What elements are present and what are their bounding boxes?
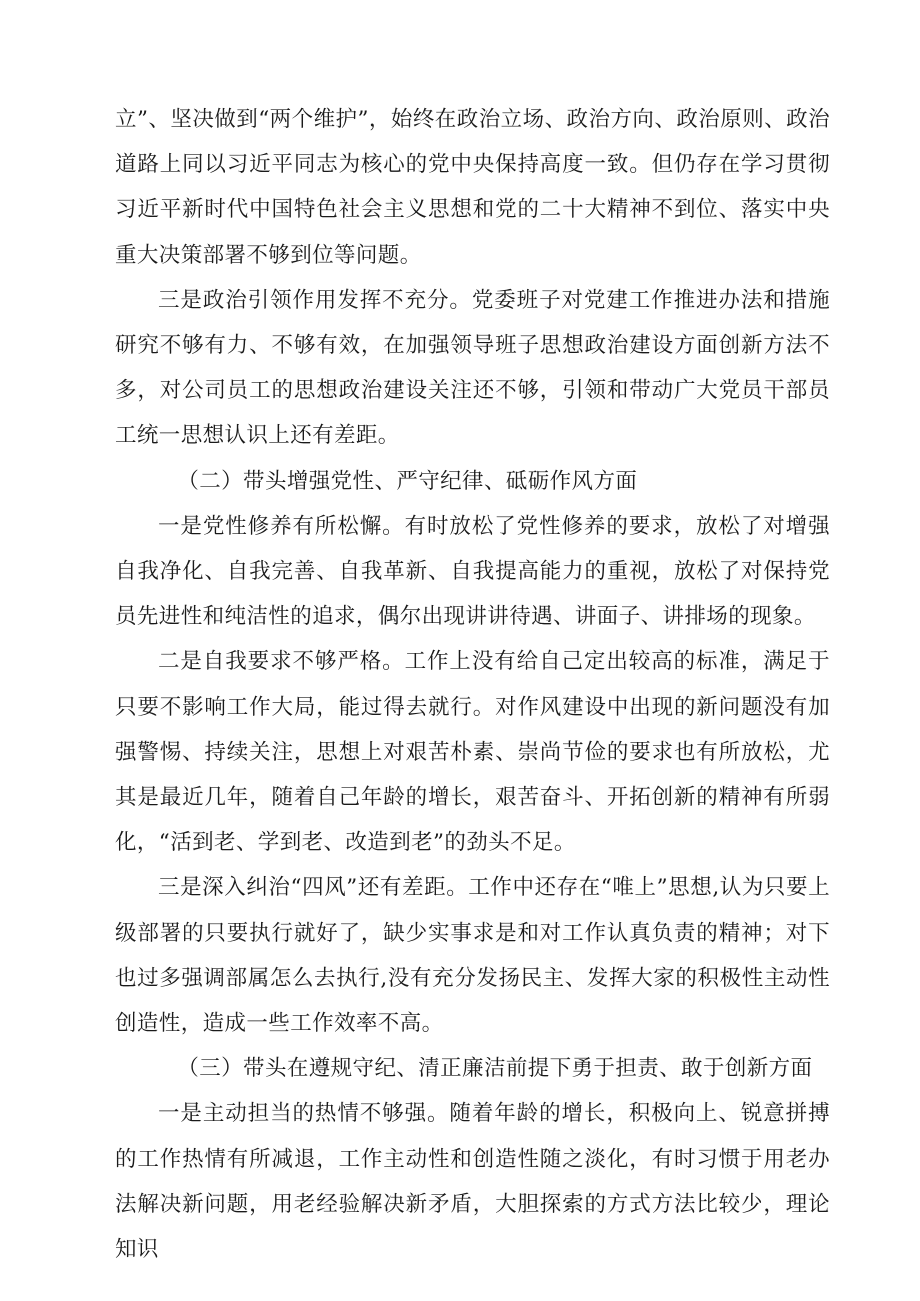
- paragraph-continued: 立”、坚决做到“两个维护”，始终在政治立场、政治方向、政治原则、政治道路上同以习近平同志为核心的党中央保持高度一致。但仍存在学习贯彻习近平新时代中国特色社会主义思想和党的二十大精神不到位、落实中央重大决策部署不够到位等问题。: [115, 107, 830, 268]
- section-heading-3: （三）带头在遵规守纪、清正廉洁前提下勇于担责、敢于创新方面: [177, 1056, 813, 1082]
- paragraph-party-spirit: 一是党性修养有所松懈。有时放松了党性修养的要求，放松了对增强自我净化、自我完善、自我革新、自我提高能力的重视，放松了对保持党员先进性和纯洁性的追求，偶尔出现讲讲待遇、讲面子、讲排场的现象。: [115, 513, 830, 630]
- paragraph-four-winds: 三是深入纠治“四风”还有差距。工作中还存在“唯上”思想,认为只要上级部署的只要执行就好了，缺少实事求是和对工作认真负责的精神；对下也过多强调部属怎么去执行,没有充分发扬民主、发挥大家的积极性主动性创造性，造成一些工作效率不高。: [115, 875, 830, 1037]
- document-body: [115, 97, 830, 1272]
- paragraph-self-discipline: 二是自我要求不够严格。工作上没有给自己定出较高的标准，满足于只要不影响工作大局，能过得去就行。对作风建设中出现的新问题没有加强警惕、持续关注，思想上对艰苦朴素、崇尚节俭的要求也有所放松，尤其是最近几年，随着自己年龄的增长，艰苦奋斗、开拓创新的精神有所弱化，“活到老、学到老、改造到老”的劲头不足。: [115, 649, 830, 856]
- section-heading-2: （二）带头增强党性、严守纪律、砥砺作风方面: [177, 468, 638, 494]
- paragraph-political-leadership: 三是政治引领作用发挥不充分。党委班子对党建工作推进办法和措施研究不够有力、不够有效，在加强领导班子思想政治建设方面创新方法不多，对公司员工的思想政治建设关注还不够，引领和带动广大党员干部员工统一思想认识上还有差距。: [115, 287, 830, 449]
- paragraph-initiative: 一是主动担当的热情不够强。随着年龄的增长，积极向上、锐意拼搏的工作热情有所减退，工作主动性和创造性随之淡化，有时习惯于用老办法解决新问题，用老经验解决新矛盾，大胆探索的方式方法比较少，理论知识: [115, 1101, 830, 1263]
